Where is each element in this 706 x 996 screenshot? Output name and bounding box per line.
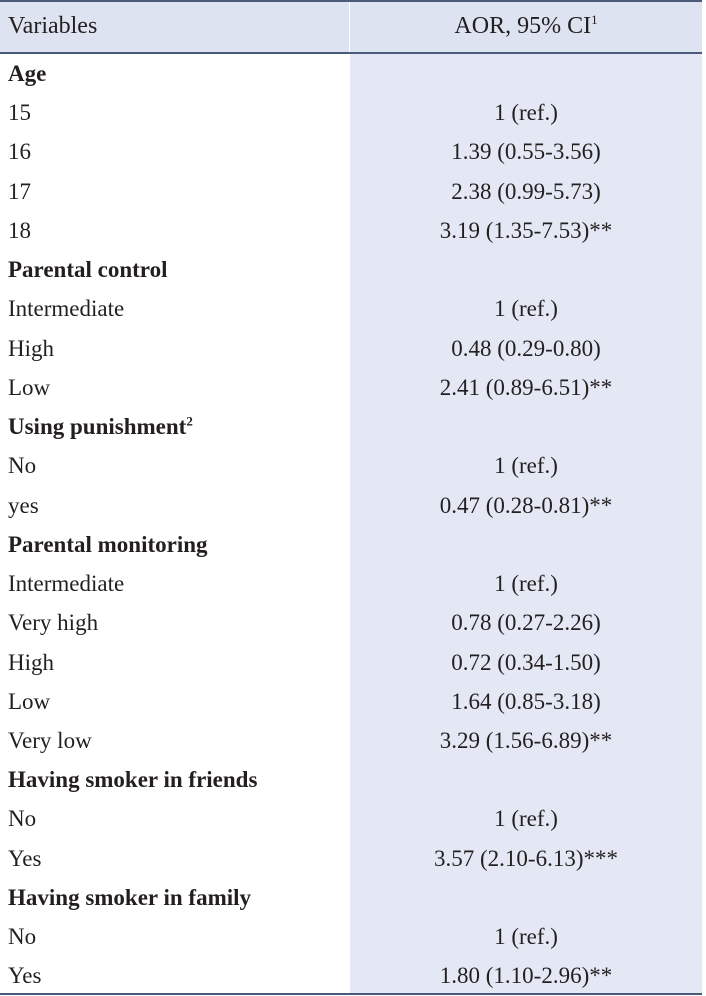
table-row [0, 329, 702, 368]
aor-value: 1 (ref.) [494, 924, 558, 950]
variable-label [8, 289, 124, 328]
header-aor [350, 2, 702, 50]
label-text: 15 [8, 100, 31, 126]
aor-value: 1 (ref.) [494, 100, 558, 126]
variable-label [8, 486, 39, 525]
variable-label [8, 839, 41, 878]
variable-label [8, 917, 36, 956]
label-text: 17 [8, 178, 31, 204]
aor-value: 1.80 (1.10-2.96)** [439, 963, 613, 989]
label-text: 18 [8, 217, 31, 243]
table-row [0, 132, 702, 171]
variable-label [8, 446, 36, 485]
label-text: Yes [8, 845, 42, 871]
table-row [0, 603, 702, 642]
variable-label [8, 603, 98, 642]
aor-value: 2.41 (0.89-6.51)** [439, 374, 613, 400]
table-row [0, 446, 702, 485]
label-text: Low [8, 688, 51, 714]
variable-label [8, 721, 92, 760]
label-footnote: 2 [186, 413, 193, 429]
variable-label [8, 956, 41, 995]
label-text: Having smoker in friends [8, 767, 258, 793]
section-label [8, 525, 208, 564]
section-label [8, 54, 46, 93]
label-text: Very low [8, 727, 92, 753]
aor-value: 1 (ref.) [494, 571, 558, 597]
label-text: yes [8, 492, 39, 518]
label-text: Age [8, 61, 47, 86]
section-label [8, 878, 251, 917]
table-row [0, 956, 702, 995]
header-aor-footnote: 1 [591, 12, 598, 27]
label-text: Intermediate [8, 571, 125, 597]
label-text: Very high [8, 610, 99, 636]
label-text: High [8, 335, 54, 361]
label-text: Using punishment [8, 414, 187, 440]
table-row [0, 917, 702, 956]
aor-value: 1.64 (0.85-3.18) [451, 688, 601, 714]
label-text: Parental monitoring [8, 531, 208, 557]
table-header [0, 0, 702, 54]
table-row [0, 799, 702, 838]
table-row [0, 211, 702, 250]
label-text: 16 [8, 139, 31, 165]
section-row [0, 525, 702, 564]
table-row [0, 643, 702, 682]
section-label [8, 407, 193, 446]
aor-value: 0.78 (0.27-2.26) [451, 610, 601, 636]
aor-value: 3.57 (2.10-6.13)*** [434, 845, 618, 871]
table-body [0, 54, 702, 996]
table-row [0, 93, 702, 132]
aor-value: 1 (ref.) [494, 453, 558, 479]
label-text: Yes [8, 963, 42, 989]
table-row [0, 368, 702, 407]
aor-value: 1 (ref.) [494, 806, 558, 832]
table-row [0, 172, 702, 211]
aor-value: 1.39 (0.55-3.56) [451, 139, 601, 165]
variable-label [8, 329, 54, 368]
label-text: No [8, 924, 37, 950]
aor-value: 0.72 (0.34-1.50) [451, 649, 601, 675]
aor-value: 0.47 (0.28-0.81)** [439, 492, 613, 518]
table-row [0, 289, 702, 328]
section-row [0, 250, 702, 289]
aor-value: 3.19 (1.35-7.53)** [439, 217, 613, 243]
header-variables: Variables [8, 13, 98, 39]
aor-value: 2.38 (0.99-5.73) [451, 178, 601, 204]
variable-label [8, 682, 50, 721]
variable-label [8, 132, 31, 171]
variable-label [8, 799, 36, 838]
table-row [0, 564, 702, 603]
label-text: No [8, 453, 37, 479]
variable-label [8, 368, 50, 407]
section-row [0, 54, 702, 93]
label-text: Having smoker in family [8, 884, 252, 910]
header-aor-label: AOR, 95% CI [454, 13, 592, 39]
table-row [0, 839, 702, 878]
section-label [8, 760, 257, 799]
table-row [0, 721, 702, 760]
variable-label [8, 93, 31, 132]
label-text: Parental control [8, 257, 168, 283]
label-text: Low [8, 374, 51, 400]
section-row [0, 407, 702, 446]
table-row [0, 682, 702, 721]
variable-label [8, 172, 31, 211]
label-text: No [8, 806, 37, 832]
aor-value: 0.48 (0.29-0.80) [451, 335, 601, 361]
section-row [0, 760, 702, 799]
table-row [0, 486, 702, 525]
aor-value: 3.29 (1.56-6.89)** [439, 727, 613, 753]
section-label [8, 250, 167, 289]
variable-label [8, 211, 31, 250]
variable-label [8, 564, 124, 603]
aor-value: 1 (ref.) [494, 296, 558, 322]
label-text: Intermediate [8, 296, 125, 322]
label-text: High [8, 649, 54, 675]
variable-label [8, 643, 54, 682]
section-row [0, 878, 702, 917]
